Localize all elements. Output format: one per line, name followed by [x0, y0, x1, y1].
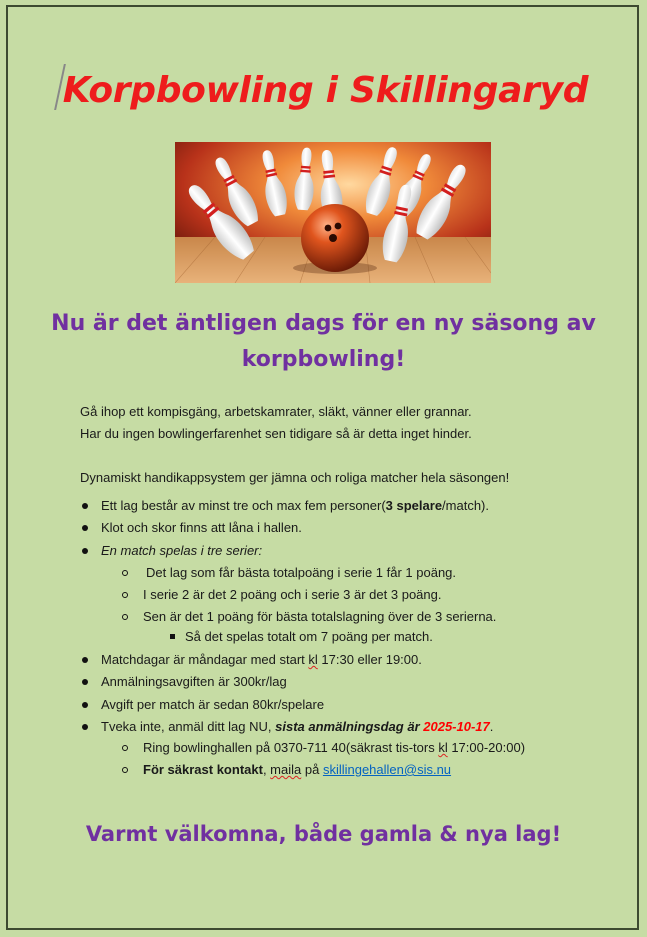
sub-sub-bullet-square	[170, 634, 175, 639]
sub-bullet-circle	[122, 592, 128, 598]
bullet-equipment: Klot och skor finns att låna i hallen.	[101, 520, 302, 535]
sub-bullet-circle	[122, 614, 128, 620]
sub-bullet-circle	[122, 570, 128, 576]
sub-series-total: Sen är det 1 poäng för bästa totalslagning över de 3 serierna.	[143, 609, 497, 624]
headline	[40, 306, 607, 378]
intro-line-1: Gå ihop ett kompisgäng, arbetskamrater, släkt, vänner eller grannar.	[80, 404, 472, 419]
bullet-signup: Tveka inte, anmäl ditt lag NU, sista anmälningsdag är 2025-10-17.	[101, 719, 494, 734]
bullet-dot	[82, 503, 88, 509]
sub-series-2: I serie 2 är det 2 poäng och i serie 3 är det 3 poäng.	[143, 587, 442, 602]
deadline-date: 2025-10-17	[423, 719, 490, 734]
title-text: Korpbowling i Skillingaryd	[62, 70, 589, 111]
bullet-matchdays: Matchdagar är måndagar med start kl 17:30 eller 19:00.	[101, 652, 422, 667]
page-title	[0, 64, 647, 111]
footer-message: Varmt välkomna, både gamla & nya lag!	[85, 822, 562, 846]
headline-line-2: korpbowling!	[241, 347, 406, 372]
bullet-fee: Anmälningsavgiften är 300kr/lag	[101, 674, 287, 689]
sub-series-1: Det lag som får bästa totalpoäng i serie 1 får 1 poäng.	[146, 565, 457, 580]
email-link[interactable]: skillingehallen@sis.nu	[322, 762, 452, 777]
intro-line-2: Har du ingen bowlingerfarenhet sen tidigare så är detta inget hinder.	[80, 426, 472, 441]
intro-line-3: Dynamiskt handikappsystem ger jämna och roliga matcher hela säsongen!	[80, 470, 510, 485]
bullet-dot	[82, 657, 88, 663]
bullet-dot	[82, 702, 88, 708]
bullet-match-fee: Avgift per match är sedan 80kr/spelare	[101, 697, 325, 712]
sub-bullet-circle	[122, 745, 128, 751]
bullet-match: En match spelas i tre serier:	[101, 543, 263, 558]
bullet-team: Ett lag består av minst tre och max fem personer(3 spelare/match).	[101, 498, 490, 513]
sub-total-points: Så det spelas totalt om 7 poäng per match.	[185, 629, 433, 644]
sub-call: Ring bowlinghallen på 0370-711 40(säkrast tis-tors kl 17:00-20:00)	[143, 740, 526, 755]
bullet-dot	[82, 525, 88, 531]
bullet-dot	[82, 679, 88, 685]
sub-contact: För säkrast kontakt, maila på skillingehallen@sis.nu	[143, 762, 452, 777]
sub-bullet-circle	[122, 767, 128, 773]
bowling-image	[175, 142, 491, 283]
bullet-dot	[82, 548, 88, 554]
headline-line-1: Nu är det äntligen dags för en ny säsong av	[51, 311, 596, 336]
bullet-dot	[82, 724, 88, 730]
